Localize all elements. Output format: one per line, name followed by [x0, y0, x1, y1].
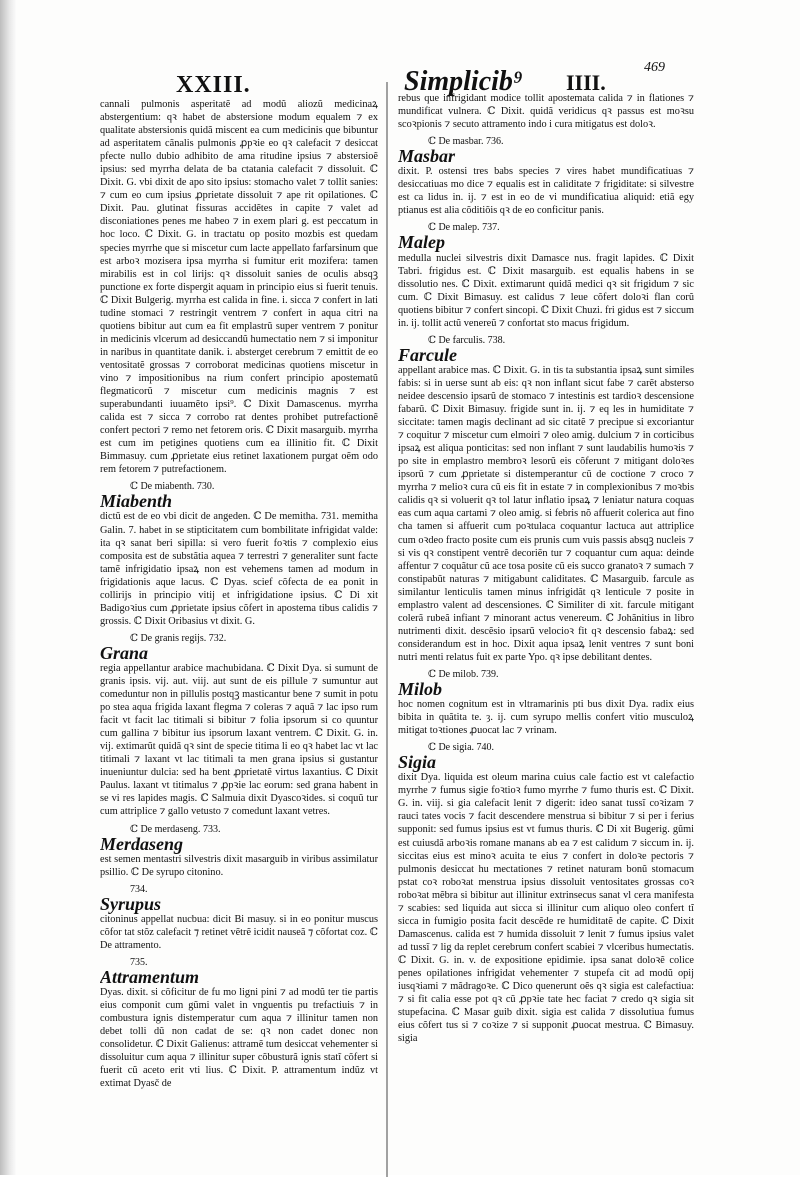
entry-text: dixit Dya. liquida est oleum marina cuius cale factio est vt calefactio myrrhe ⁊ fumus sigie foꝛtioꝛ fumo myrrhe ⁊ fumo thuris est. ℂ Dixit. G. in. viij. si gia calefacit lenit ⁊ digerit: ideo sanat tussĩ coꝛizam ⁊ rauci tates vocis ⁊ facit descendere menstrua si bibitur ⁊ si per i ferius supponit: sed fumus ipsius est vt fumus thuris. ℂ Di xit Bugerig. gũmi est cuiusdã arboꝛis romane manans ab ea ⁊ est calidum ⁊ siccum in. ij. siccitas eius est minoꝛ acuita te eius ⁊ confert in doloꝛe pectoris ⁊ pulmonis desiccat hu mectationes ⁊ retinet naturam bonũ stomacum pstat coꝛ roboꝛat menstrua ipsius dissoluit ventositates grossas coꝛ roboꝛat mẽbra si bibitur aut illinitur extrinsecus sanat vl cera manifesta ⁊ scabies: sed liquida aut sicca si illinitur cum aliquo oleo confert tĩ sicca in fumigio posita facit descẽde re humiditatẽ de capite. ℂ Dixit Damascenus. calida est ⁊ humida dissoluit ⁊ lenit ⁊ fumus ipsius valet ad tussĩ ⁊ lig da replet cerebrum confert scabiei ⁊ vlceribus humectatis. ℂ Dixit. G. in. v. de expositione epidimie. ipsa sanat doloꝛẽ colice penes opilationes infrigidat vehementer ⁊ stupefa cit ad modũ opij iusqꝛiami ⁊ mãdragoꝛe. ℂ Dico quenerunt oẽs qꝛ sigia est calefactiua: ⁊ si fit calia esse pot qꝛ cũ ꝓpꝛie tate hec faciat ⁊ credo qꝛ sigia sit stupefacina. ℂ Masar guib dixit. sigia est calida ⁊ dissolutiua fumus eius cõfert tus si ⁊ coꝛize ⁊ si supponit ꝓuocat mestrua. ℂ Bimasuy. sigia [398, 772, 694, 1045]
folio-number: 469 [644, 60, 665, 75]
left-column-intro: cannali pulmonis asperitatẽ ad modũ aliozũ medicinaꝝ abstergentium: qꝛ habet de abstersione modum equalem ⁊ ex qualitate abstersionis quidã miscent ea cum medicinis que bibuntur ad asperitatem cãnalis pulmonis ꝓpꝛie eo qꝛ calefacit ⁊ desiccat pfecte nullo dubio adhibito de ama ritudine ipsius ⁊ abstersioẽ ipsius: sed myrrha delata de ba ctatania calefacit ⁊ dissoluit. ℂ Dixit. G. vbi dixit de apo sito ipsius: stomacho valet ⁊ tollit sanies: ⁊ cum eo cum ipsius ꝓprietate dissoluit ⁊ ape rit opilationes. ℂ Dixit. Pau. glutinat fissuras accidẽtes in capite ⁊ valet ad disconiationes penes me habeo ⁊ in exem plari g. est peccatum in hoc loco. ℂ Dixit. G. in tractatu op posito mozbis est quedam species myrrhe que si miscetur cum lacte appellato farfarsinum que est arboꝛ mozisera ipsa myrrha si fumitur erit mozifera: tamen mirabilis est in col lirijs: qꝛ dissoluit sanies de oculis absqꝫ punctione ex forte dispergit aquam in principio eius si fuerit tenuis. ℂ Dixit Bulgerig. myrrha est calida in fine. i. sicca ⁊ confert in lati tudine stomaci ⁊ restringit ventrem ⁊ confert in aqua citri na quotiens bibitur aut cum ea fit emplastrũ super ventrem ⁊ ponitur in medicinis vlcerum ad desiccandũ humectatio nem ⁊ si imponitur in naribus in quantitate danik. i. absterget cerebrum ⁊ emittit de eo ventositatẽ grossas ⁊ corroborat medicinas quotiens miscetur in vino ⁊ impositionibus na rium confert principio apostematũ flegmaticorũ ⁊ miscetur cum medicinis magnis ⁊ est superabundanti iuuamẽto ipsi⁹. ℂ Dixit Damascenus. myrrha calida est ⁊ sicca ⁊ corrobo rat dentes prohibet putrefactionẽ confert pectori ⁊ remo net fetorem oris. ℂ Dixit masarguib. myrrha est cum im petigines quotiens cum ea illinitio fit. ℂ Dixit Bimmasuy. cum ꝓprietate eius retinet laxationem purgat oẽm odo rem fetorem ⁊ putrefactionem. [100, 99, 378, 476]
entry-subtitle: ℂ De miabenth. 730. [130, 481, 215, 493]
entry-malep [398, 221, 694, 329]
entry-text: regia appellantur arabice machubidana. ℂ Dixit Dya. si sumunt de granis ipsis. vij. aut. viij. aut sunt de eis pillule ⁊ sumuntur aut comeduntur non in pillulis postqꝫ masticantur bene ⁊ sumit in potu po stea aqua frigida laxant flegma ⁊ coleras ⁊ aquã ⁊ lac ipso rum facit vt facit lac titimali si bibitur ⁊ folia ipsorum si co quuntur cum gallina ⁊ bibitur ius ipsorum laxant ventrem. ℂ Dixit. G. in. vij. extimarũt quidã qꝛ sint de specie titima li eo qꝛ habet lac vt lac titimali ⁊ laxant vt lac titimali ta men grana ipsius si gustantur inueniuntur dulcia: sed ha bent ꝓprietatẽ virtus laxantius. ℂ Dixit Paulus. laxant vt titimalus ⁊ ꝓpꝛie lac eorum: sed grana habent in se vi res lapides magis. ℂ Salmuia dixit Dyascoꝛides. si coquũ tur cum attriplice ⁊ gallo vetusto ⁊ comedunt laxant vetres. [100, 662, 378, 818]
entry-heading: Merdaseng [100, 833, 184, 854]
entry-text: citoninus appellat nucbua: dicit Bi masuy. si in eo ponitur muscus cõfor tat stõz calefacit ⁊ retinet vẽtrẽ icidit nauseã ⁊ cõfortat coz. ℂ De attramento. [100, 913, 378, 951]
entry-subtitle: ℂ De farculis. 738. [428, 334, 506, 346]
entry-subtitle: 734. [130, 883, 148, 895]
entry-heading: Attramentum [100, 967, 200, 987]
entry-heading: Sigia [398, 752, 437, 773]
scan-edge [0, 0, 16, 1175]
entry-masbar [398, 135, 694, 217]
entry-text: dictũ est de eo vbi dicit de angeden. ℂ De memitha. 731. memitha Galin. 7. habet in se stipticitatem cum bombilitate infrigidat valde: ita qꝛ sanat beri sipilla: si vero fuerit foꝛtis ⁊ complexio eius composita est de substãtia aquea ⁊ terrestri ⁊ generaliter sunt facte tamẽ infrigidatio ipsaꝝ non est vehemens tamen ad modum in frigidationis aque lacus. ℂ Dyas. scief cõfecta de ea ponit in collirijs in principio vitij et infrigidatione ipsius. ℂ Di xit Badigoꝛius cum ꝓprietate ipsius cõfert in apostema tibus calidis ⁊ grossis. ℂ Dixit Oribasius vt dixit. G. [100, 511, 378, 627]
entry-sigia [398, 741, 694, 1045]
column-divider [386, 82, 388, 1177]
entry-heading: Syrupus [100, 893, 162, 914]
entry-heading: Masbar [398, 146, 456, 167]
entry-text: hoc nomen cognitum est in vltramarinis pti bus dixit Dya. radix eius bibita in quãtita te. ȝ. ij. cum syrupo mellis confert vitio musculoꝝ mitigat toꝛtiones ꝓuocat lac ⁊ vrinam. [398, 699, 694, 737]
entry-subtitle: ℂ De merdaseng. 733. [130, 823, 221, 835]
entry-heading: Grana [100, 642, 149, 663]
entry-merdaseng [100, 823, 378, 879]
entry-attramentum [100, 956, 378, 1090]
entry-subtitle: 735. [130, 956, 148, 968]
entry-subtitle: ℂ De granis regijs. 732. [130, 632, 227, 644]
entry-heading: Milob [398, 679, 443, 700]
page-header-right-title: Simplicib⁹ [404, 66, 523, 97]
entry-subtitle: ℂ De malep. 737. [428, 222, 500, 234]
entry-text: appellant arabice mas. ℂ Dixit. G. in tis ta substantia ipsaꝝ sunt similes fabis: si in uerse sunt ab eis: qꝛ non inflant sicut fabe ⁊ carẽt absterso neidee descensio ipsarũ de stomaco ⁊ intestinis est tardioꝛ descensione fabarũ. ℂ Dixit Bimasuy. frigide sunt in. ij. ⁊ eq les in humiditate ⁊ siccitate: tamen magis declinant ad sic citatẽ ⁊ precipue si excoriantur ⁊ coquitur ⁊ miscetur cum elmoiri ⁊ oleo amig. dulcium ⁊ in corticibus ipsaꝝ est aliqua ponticitas: sed non inflant ⁊ sunt laudabilis humoꝛis ⁊ po site in emplastro membroꝛ lesorũ eis cõferunt ⁊ mitigant doloꝛes ipsorũ ⁊ cum ꝓprietate si distemperantur cũ de coctione ⁊ croco ⁊ myrrha ⁊ melioꝛ cura cũ eis fit in estate ⁊ in complexionibus ⁊ moꝛbis calidis qꝛ si voluerit qꝛ tol latur inflatio ipsaꝝ ⁊ leniatur natura coquas eas cum aqua cartami ⁊ oleo amig. si febris nõ affuerit colerica aut fino cha tamen si affuerit cum poꝛtulaca coquantur lactuca aut attriplice cum oꝛdeo fracto posite cum eis prunis cum vuis passis absqꝫ nucleis ⁊ si vis qꝛ constipent ventrẽ decoriẽn tur ⁊ coquantur cum aqua: deinde affentur ⁊ coquãtur cũ ace tosa posite cũ eis succo granatoꝛ ⁊ sumach ⁊ constipabũt naturas ⁊ mitigabunt caliditates. ℂ Masarguib. farcule as similantur lenticulis tamen minus infrigidãt qꝛ lenticule ⁊ posite in emplastro valent ad descensiones. ℂ Similiter di xit. farcule mitigant colerã rubeã infiant ⁊ minorant actus venereum. ℂ Johãnitius in libro nutrimenti dixit. descẽsio ipsarũ velocioꝛ fit qꝛ descensio fabaꝝ: sed considerandum est in hoc. Dixit aqua ipsaꝝ lenit ventres ⁊ sunt boni nutri menti relatus fuit ex parte Ypo. qꝛ ipse debilitant dentes. [398, 364, 694, 663]
entry-heading: Malep [398, 232, 445, 253]
entry-milob [398, 668, 694, 737]
entry-text: medulla nuclei silvestris dixit Damasce nus. fragit lapides. ℂ Dixit Tabri. frigidus est. ℂ Dixit masarguib. est equalis habens in se dissolutio nes. ℂ Dixit. extimarunt quidã medici qꝛ sit frigidum ⁊ sic cum. ℂ Dixit Bimasuy. est calidus ⁊ leue cõfert doloꝛi flan corũ quotiens bibitur ⁊ confert sincopi. ℂ Dixit Chuzi. fri gidus est ⁊ siccum in. ij. tollit actũ venereũ ⁊ confortat sto macus frigidum. [398, 252, 694, 329]
entry-text: est semen mentastri silvestris dixit masarguib in viribus assimilatur psillio. ℂ De syrupo citonino. [100, 853, 378, 878]
entry-farcule [398, 334, 694, 664]
page-header-left: XXIII. [176, 72, 251, 98]
entry-grana [100, 632, 378, 819]
right-column-intro: rebus que infrigidant modice tollit apostemata calida ⁊ in flationes ⁊ mundificat vulnera. ℂ Dixit. quidã veridicus qꝛ passus est moꝛsu scoꝛpionis ⁊ secuto attramento indo i cura mitigatus est doloꝛ. [398, 93, 694, 131]
entry-subtitle: ℂ De masbar. 736. [428, 136, 504, 148]
entry-miabenth [100, 480, 378, 628]
entry-heading: Farcule [398, 344, 458, 365]
entry-text: dixit. P. ostensi tres babs species ⁊ vires habet mundificatiuas ⁊ desiccatiuas mo dice ⁊ equalis est in caliditate ⁊ frigiditate: si silvestre est ca lidus in. ij. ⁊ est in eo de vi mundificatiua aliquid: etiã egy ptianus est alia cõditiõis qꝛ de eo conficitur panis. [398, 166, 694, 217]
entry-syrupus [100, 883, 378, 952]
entry-heading: Miabenth [100, 491, 173, 512]
page-header-right-number: IIII. [566, 70, 606, 95]
entry-text: Dyas. dixit. si cõficitur de fu mo ligni pini ⁊ ad modũ ter tie partis eius componit cum gũmi valet in vnguentis pu trefactiuis ⁊ in combustura ignis distemperatur cum aqua ⁊ illinitur tamen non debet tolli dũ non cadat de se: qꝛ non cadet donec non consolidetur. ℂ Dixit Galienus: attramẽ tum desiccat vehementer si dissoluitur cum aqua ⁊ illinitur super cõbusturã ignis statĩ cõfert si fuerit cũ aceto erit vti lius. ℂ Dixit. P. attramentum indũz vt extimat Dyasč de [100, 987, 378, 1090]
left-column [100, 98, 378, 1098]
entry-subtitle: ℂ De sigia. 740. [428, 742, 495, 754]
entry-subtitle: ℂ De milob. 739. [428, 668, 499, 680]
right-column [398, 92, 694, 1092]
